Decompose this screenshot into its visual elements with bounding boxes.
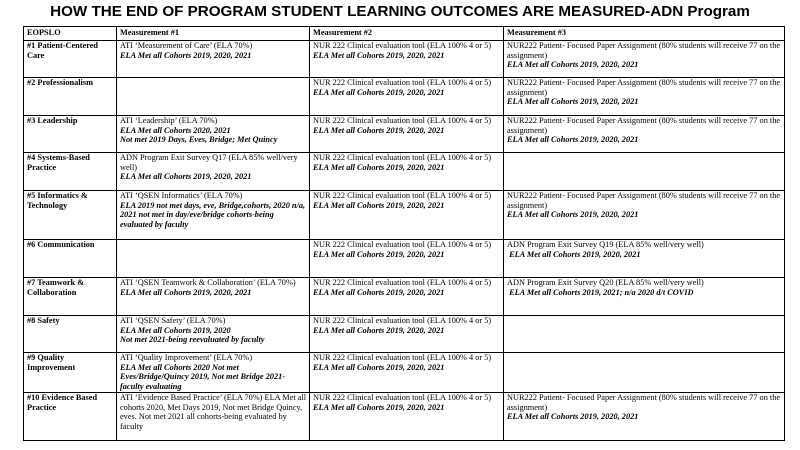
result-text: ELA Met all Cohorts 2019, 2020, 2021: [507, 249, 641, 259]
measurement-2-cell: [310, 316, 504, 353]
eopslo-cell: #6 Communication: [24, 240, 117, 278]
result-text: ELA Met all Cohorts 2019, 2020, 2021: [507, 135, 639, 145]
table-row: [24, 392, 785, 440]
column-header-measurement-3: Measurement #3: [504, 27, 785, 41]
table-row: [24, 153, 785, 191]
result-text: Not met 2019 Days, Eves, Bridge; Met Quincy: [120, 135, 278, 145]
eopslo-cell: #4 Systems-Based Practice: [24, 153, 117, 191]
measurement-3-cell: [504, 353, 785, 393]
measurement-3-cell: [504, 316, 785, 353]
result-text: ELA Met all Cohorts 2019, 2020, 2021: [507, 210, 639, 220]
measure-text: ATI ‘Quality Improvement’ (ELA 70%): [120, 353, 253, 362]
table-row: [24, 78, 785, 116]
measurement-1-cell: [117, 278, 310, 316]
measure-text: NUR222 Patient- Focused Paper Assignment (80% students will receive 77 on the assignment): [507, 41, 783, 60]
measure-text: ATI ‘QSEN Teamwork & Collaboration’ (ELA 70%): [120, 278, 296, 287]
measure-text: NUR 222 Clinical evaluation tool (ELA 100% 4 or 5): [313, 116, 492, 125]
measure-text: ATI ‘QSEN Safety’ (ELA 70%): [120, 316, 226, 325]
measure-text: NUR222 Patient- Focused Paper Assignment (80% students will receive 77 on the assignment): [507, 191, 783, 210]
measurement-2-cell: [310, 153, 504, 191]
measure-text: ATI ‘Leadership’ (ELA 70%): [120, 116, 218, 125]
measurement-3-cell: [504, 240, 785, 278]
eopslo-cell: #7 Teamwork & Collaboration: [24, 278, 117, 316]
measure-text: NUR222 Patient- Focused Paper Assignment (80% students will receive 77 on the assignment): [507, 78, 783, 97]
measurement-1-cell: [117, 316, 310, 353]
measure-text: ADN Program Exit Survey Q19 (ELA 85% well/very well): [507, 240, 704, 249]
measurement-3-cell: [504, 278, 785, 316]
table-row: [24, 316, 785, 353]
measurement-1-cell: [117, 191, 310, 240]
measurement-2-cell: [310, 392, 504, 440]
measurement-2-cell: [310, 240, 504, 278]
column-header-eopslo: EOPSLO: [24, 27, 117, 41]
result-text: ELA Met all Cohorts 2019, 2020, 2021: [313, 87, 445, 97]
result-text: ELA Met all Cohorts 2019, 2020, 2021: [313, 325, 445, 335]
measurement-1-cell: [117, 353, 310, 393]
measurement-2-cell: [310, 116, 504, 153]
eopslo-cell: #10 Evidence Based Practice: [24, 392, 117, 440]
measure-text: NUR222 Patient- Focused Paper Assignment (80% students will receive 77 on the assignment): [507, 116, 783, 135]
result-text: ELA Met all Cohorts 2019, 2020, 2021: [120, 50, 252, 60]
page-title: HOW THE END OF PROGRAM STUDENT LEARNING OUTCOMES ARE MEASURED-ADN Program: [50, 3, 750, 20]
measurement-1-cell: [117, 116, 310, 153]
measure-text: NUR 222 Clinical evaluation tool (ELA 100% 4 or 5): [313, 316, 492, 325]
measure-text: NUR 222 Clinical evaluation tool (ELA 100% 4 or 5): [313, 41, 492, 50]
measurement-1-cell: [117, 392, 310, 440]
result-text: ELA Met all Cohorts 2020 Not met Eves/Bridge/Quincy 2019, Not met Bridge 2021- faculty evaluating: [120, 362, 288, 392]
measurement-3-cell: [504, 78, 785, 116]
measurement-2-cell: [310, 353, 504, 393]
column-header-measurement-1: Measurement #1: [117, 27, 310, 41]
result-text: ELA Met all Cohorts 2019, 2020, 2021: [313, 50, 445, 60]
table-row: [24, 191, 785, 240]
measurement-3-cell: [504, 116, 785, 153]
measure-text: NUR 222 Clinical evaluation tool (ELA 100% 4 or 5): [313, 78, 492, 87]
measurement-3-cell: [504, 41, 785, 78]
result-text: ELA Met all Cohorts 2019, 2020, 2021: [313, 287, 445, 297]
measurement-2-cell: [310, 41, 504, 78]
result-text: ELA Met all Cohorts 2019, 2020, 2021: [507, 60, 639, 70]
measure-text: NUR 222 Clinical evaluation tool (ELA 100% 4 or 5): [313, 240, 492, 249]
result-text: ELA Met all Cohorts 2019, 2020, 2021: [313, 249, 445, 259]
measure-text: ATI ‘Evidence Based Practice’ (ELA 70%) ELA Met all cohorts 2020, Met Days 2019, Not met Bridge Quincy, eves. Not met 2021 all cohorts-being evaluated by faculty: [120, 392, 309, 431]
result-text: ELA Met all Cohorts 2019, 2021; n/a 2020 d/t COVID: [507, 287, 694, 297]
measure-text: ATI ‘QSEN Informatics’ (ELA 70%): [120, 191, 243, 200]
table-row: [24, 116, 785, 153]
result-text: Not met 2021-being reevaluated by faculty: [120, 335, 265, 345]
measurement-3-cell: [504, 392, 785, 440]
result-text: ELA Met all Cohorts 2019, 2020, 2021: [120, 287, 252, 297]
column-header-measurement-2: Measurement #2: [310, 27, 504, 41]
result-text: ELA 2019 not met days, eve, Bridge,cohorts, 2020 n/a, 2021 not met in day/eve/bridge cohorts-being evaluated by faculty: [120, 200, 308, 230]
table-row: [24, 41, 785, 78]
result-text: ELA Met all Cohorts 2019, 2020, 2021: [507, 97, 639, 107]
measure-text: NUR 222 Clinical evaluation tool (ELA 100% 4 or 5): [313, 191, 492, 200]
measurement-2-cell: [310, 78, 504, 116]
result-text: ELA Met all Cohorts 2019, 2020: [120, 325, 231, 335]
measure-text: NUR 222 Clinical evaluation tool (ELA 100% 4 or 5): [313, 278, 492, 287]
result-text: ELA Met all Cohorts 2019, 2020, 2021: [313, 125, 445, 135]
measure-text: ADN Program Exit Survey Q20 (ELA 85% well/very well): [507, 278, 704, 287]
measurement-1-cell: [117, 41, 310, 78]
measure-text: ADN Program Exit Survey Q17 (ELA 85% well/very well): [120, 153, 300, 172]
eopslo-cell: #5 Informatics & Technology: [24, 191, 117, 240]
eopslo-cell: #3 Leadership: [24, 116, 117, 153]
eopslo-cell: #9 Quality Improvement: [24, 353, 117, 393]
measure-text: NUR 222 Clinical evaluation tool (ELA 100% 4 or 5): [313, 153, 492, 162]
measurement-1-cell: [117, 153, 310, 191]
table-row: [24, 353, 785, 393]
measurement-2-cell: [310, 191, 504, 240]
measurement-1-cell: [117, 240, 310, 278]
result-text: ELA Met all Cohorts 2019, 2020, 2021: [313, 402, 445, 412]
result-text: ELA Met all Cohorts 2019, 2020, 2021: [313, 200, 445, 210]
measure-text: NUR 222 Clinical evaluation tool (ELA 100% 4 or 5): [313, 392, 492, 402]
measure-text: NUR 222 Clinical evaluation tool (ELA 100% 4 or 5): [313, 353, 492, 362]
measure-text: NUR222 Patient- Focused Paper Assignment (80% students will receive 77 on the assignment): [507, 392, 783, 412]
eopslo-cell: #2 Professionalism: [24, 78, 117, 116]
measurement-3-cell: [504, 191, 785, 240]
table-row: [24, 278, 785, 316]
result-text: ELA Met all Cohorts 2019, 2020, 2021: [120, 172, 252, 182]
eopslo-cell: #1 Patient-Centered Care: [24, 41, 117, 78]
measure-text: ATI ‘Measurement of Care’ (ELA 70%): [120, 41, 253, 50]
measurement-2-cell: [310, 278, 504, 316]
measurement-3-cell: [504, 153, 785, 191]
outcomes-table: [23, 26, 785, 441]
result-text: ELA Met all Cohorts 2019, 2020, 2021: [507, 412, 639, 422]
result-text: ELA Met all Cohorts 2019, 2020, 2021: [313, 362, 445, 372]
table-row: [24, 240, 785, 278]
table-header-row: [24, 27, 785, 41]
eopslo-cell: #8 Safety: [24, 316, 117, 353]
result-text: ELA Met all Cohorts 2020, 2021: [120, 125, 231, 135]
measurement-1-cell: [117, 78, 310, 116]
result-text: ELA Met all Cohorts 2019, 2020, 2021: [313, 162, 445, 172]
